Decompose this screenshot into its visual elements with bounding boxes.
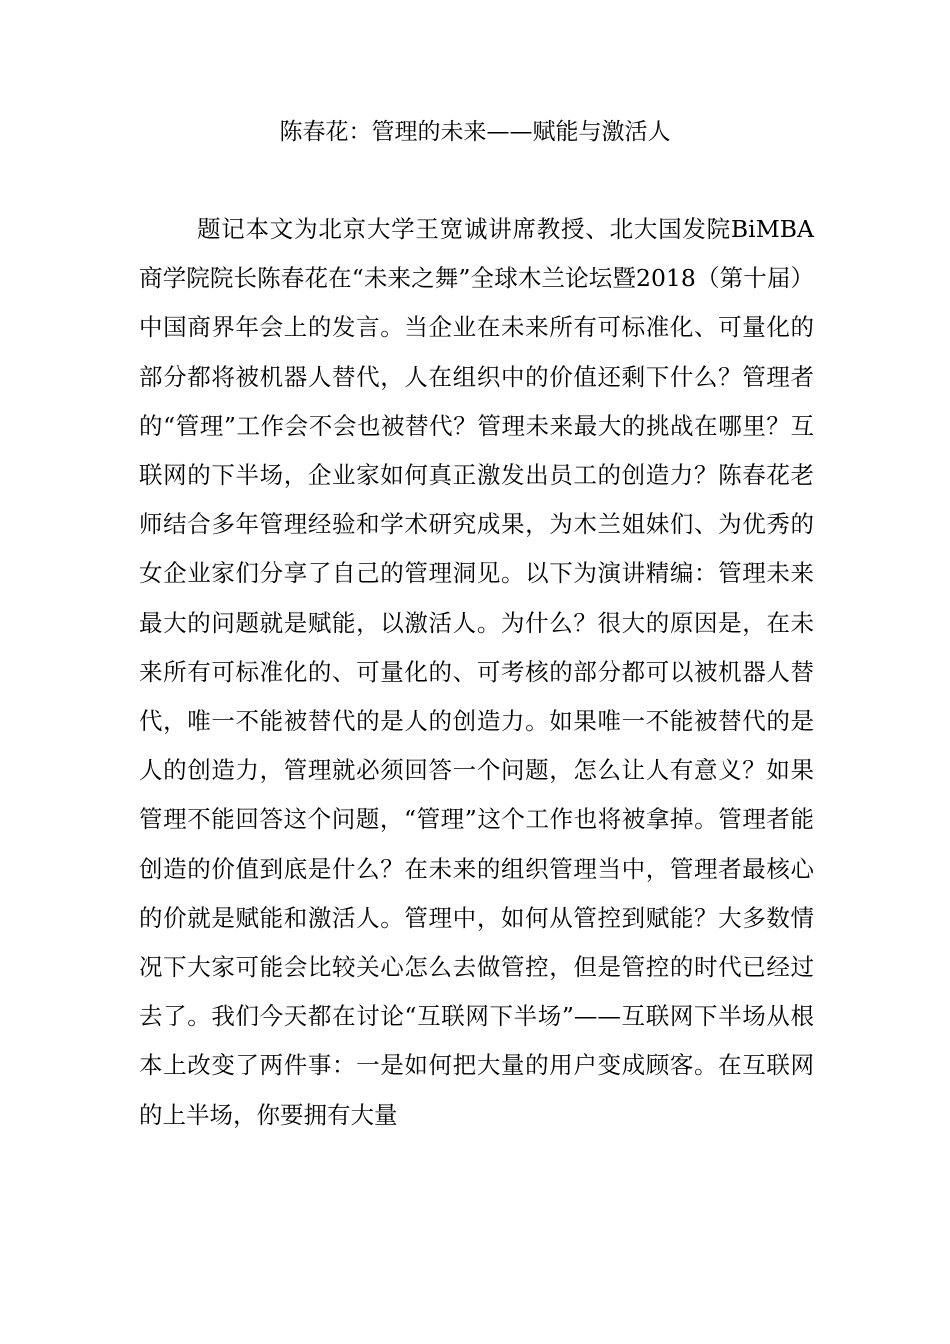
document-title: 陈春花：管理的未来——赋能与激活人 [279,119,671,145]
document-body-paragraph: 题记本文为北京大学王宽诚讲席教授、北大国发院BiMBA商学院院长陈春花在“未来之舞”全球木兰论坛暨2018（第十届）中国商界年会上的发言。当企业在未来所有可标准化、可量化的部分都将被机器人替代，人在组织中的价值还剩下什么？管理者的“管理”工作会不会也被替代？管理未来最大的挑战在哪里？互联网的下半场，企业家如何真正激发出员工的创造力？陈春花老师结合多年管理经验和学术研究成果，为木兰姐妹们、为优秀的女企业家们分享了自己的管理洞见。以下为演讲精编：管理未来最大的问题就是赋能，以激活人。为什么？很大的原因是，在未来所有可标准化的、可量化的、可考核的部分都可以被机器人替代，唯一不能被替代的是人的创造力。如果唯一不能被替代的是人的创造力，管理就必须回答一个问题，怎么让人有意义？如果管理不能回答这个问题，“管理”这个工作也将被拿掉。管理者能创造的价值到底是什么？在未来的组织管理当中，管理者最核心的价就是赋能和激活人。管理中，如何从管控到赋能？大多数情况下大家可能会比较关心怎么去做管控，但是管控的时代已经过去了。我们今天都在讨论“互联网下半场”——互联网下半场从根本上改变了两件事：一是如何把大量的用户变成顾客。在互联网的上半场，你要拥有大量 [139,215,814,1129]
